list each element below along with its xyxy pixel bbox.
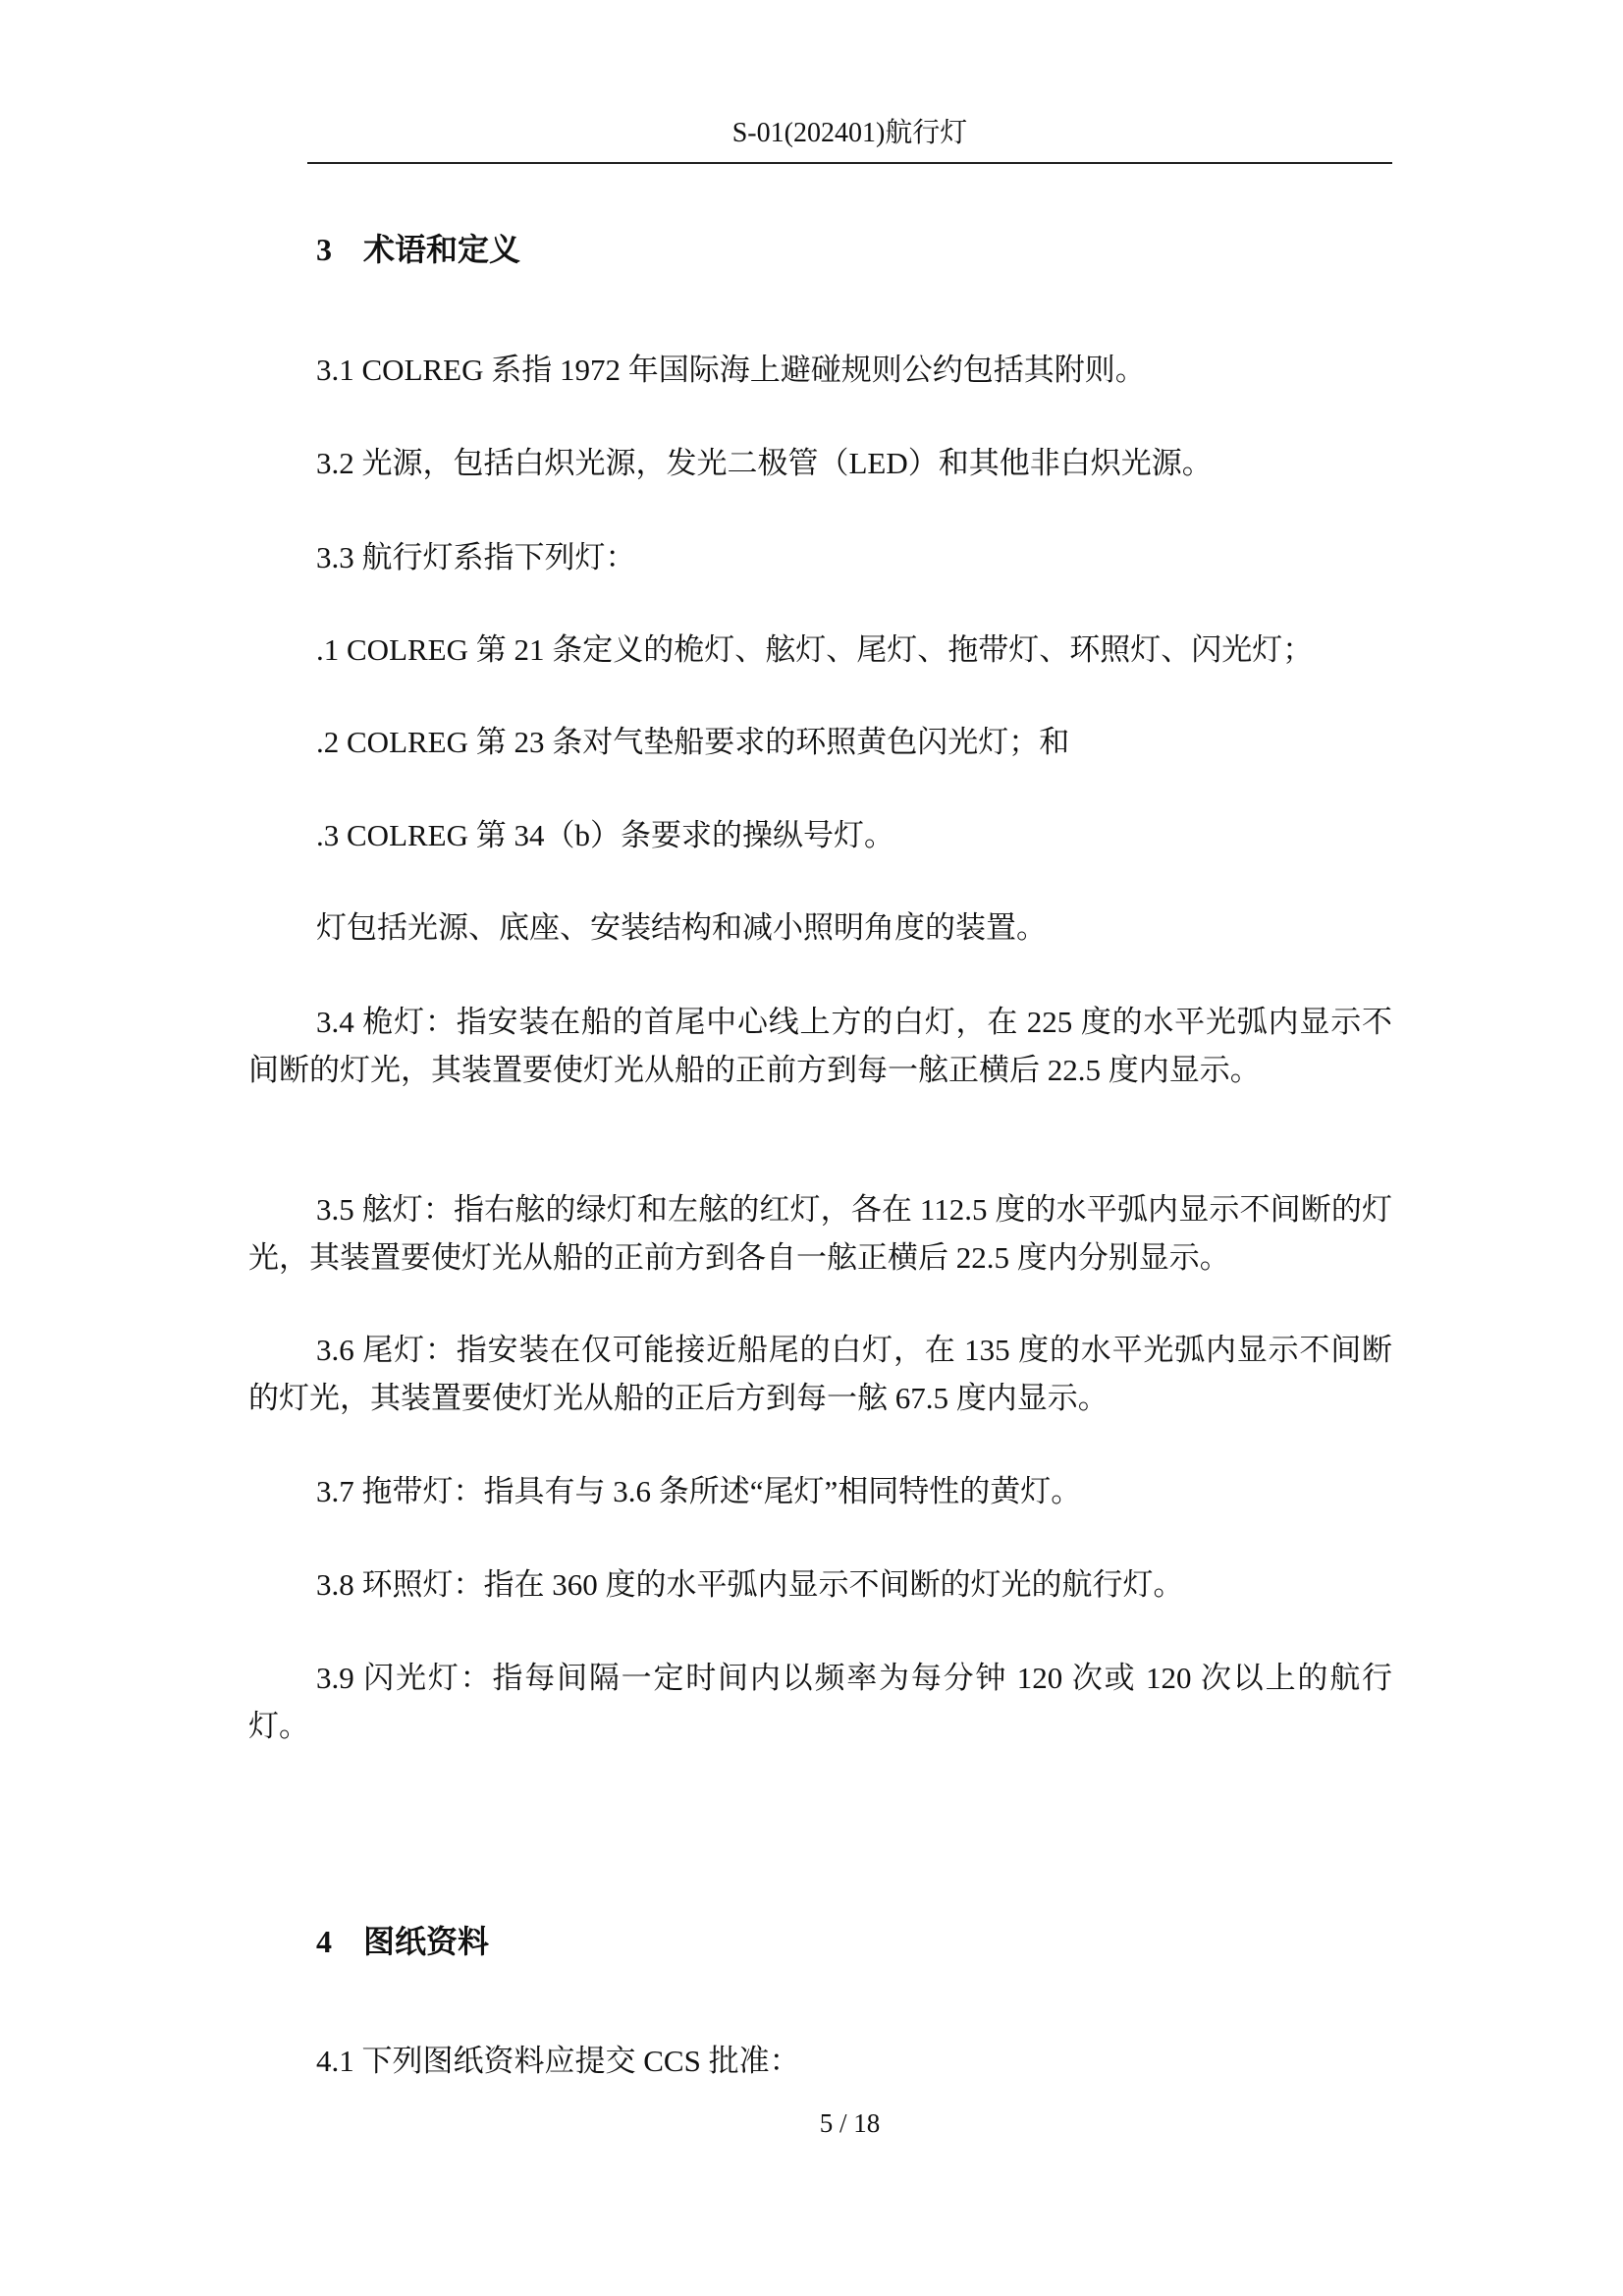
paragraph-3-6: 3.6 尾灯：指安装在仅可能接近船尾的白灯，在 135 度的水平光弧内显示不间断的灯光，其装置要使灯光从船的正后方到每一舷 67.5 度内显示。: [248, 1333, 1392, 1415]
list-item-3-3-2: .2 COLREG 第 23 条对气垫船要求的环照黄色闪光灯；和: [316, 725, 1070, 759]
paragraph-3-2: 3.2 光源，包括白炽光源，发光二极管（LED）和其他非白炽光源。: [316, 446, 1213, 480]
page-number: 5 / 18: [819, 2108, 881, 2138]
paragraph-3-7: 3.7 拖带灯：指具有与 3.6 条所述“尾灯”相同特性的黄灯。: [316, 1474, 1082, 1508]
paragraph-3-4: 3.4 桅灯：指安装在船的首尾中心线上方的白灯，在 225 度的水平光弧内显示不间断的灯光，其装置要使灯光从船的正前方到每一舷正横后 22.5 度内显示。: [248, 1005, 1392, 1087]
paragraph-3-5: 3.5 舷灯：指右舷的绿灯和左舷的红灯，各在 112.5 度的水平弧内显示不间断的灯光，其装置要使灯光从船的正前方到各自一舷正横后 22.5 度内分别显示。: [248, 1192, 1392, 1275]
paragraph-3-1: 3.1 COLREG 系指 1972 年国际海上避碰规则公约包括其附则。: [316, 353, 1146, 387]
paragraph-3-3: 3.3 航行灯系指下列灯：: [316, 540, 636, 574]
section-4-title: 图纸资料: [363, 1924, 490, 1959]
header-divider: [307, 162, 1392, 164]
section-4-number: 4: [316, 1924, 332, 1959]
paragraph-3-9: 3.9 闪光灯：指每间隔一定时间内以频率为每分钟 120 次或 120 次以上的航行灯。: [248, 1661, 1392, 1743]
paragraph-3-8: 3.8 环照灯：指在 360 度的水平弧内显示不间断的灯光的航行灯。: [316, 1567, 1184, 1602]
list-item-3-3-3: .3 COLREG 第 34（b）条要求的操纵号灯。: [316, 818, 894, 852]
section-4-heading: [316, 1920, 489, 1963]
paragraph-3-3-note: 灯包括光源、底座、安装结构和减小照明角度的装置。: [316, 910, 1047, 945]
list-item-3-3-1: .1 COLREG 第 21 条定义的桅灯、舷灯、尾灯、拖带灯、环照灯、闪光灯；: [316, 632, 1314, 667]
section-3-heading: [316, 228, 520, 271]
section-3-number: 3: [316, 232, 332, 267]
section-3-title: 术语和定义: [363, 232, 521, 267]
running-header: S-01(202401)航行灯: [731, 118, 968, 148]
paragraph-4-1: 4.1 下列图纸资料应提交 CCS 批准：: [316, 2044, 800, 2078]
